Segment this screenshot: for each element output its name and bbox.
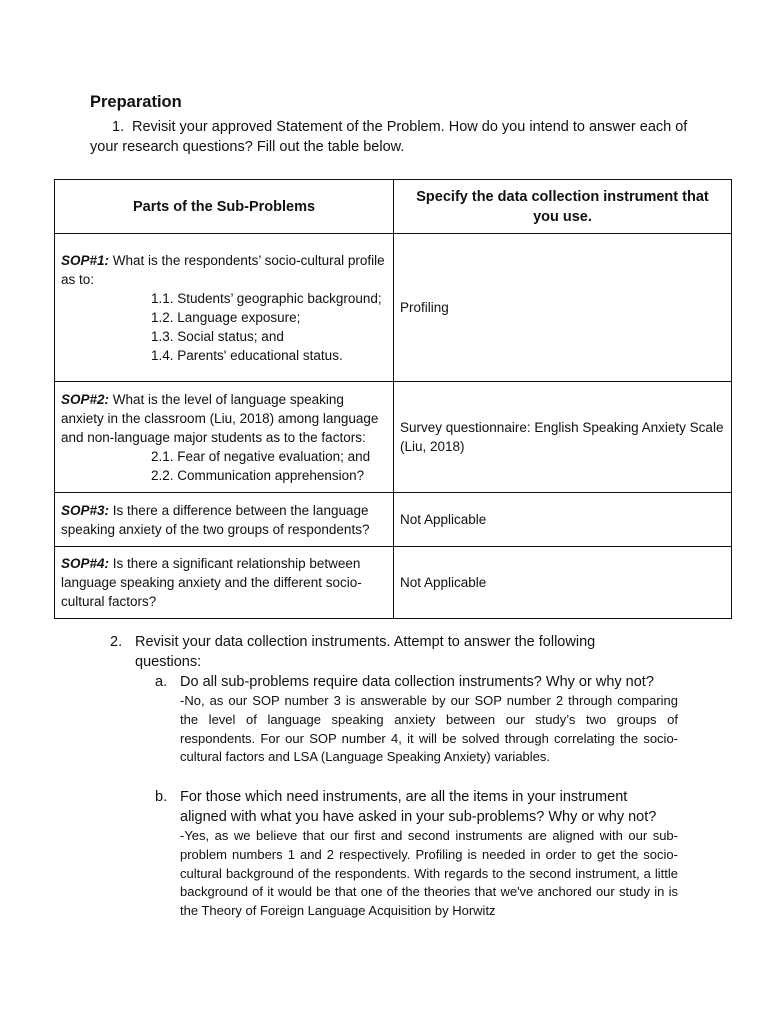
intro-number: 1. bbox=[112, 119, 125, 135]
sop-cell bbox=[55, 234, 394, 382]
sub-question-answer: -Yes, as we believe that our first and second instruments are aligned with our sub-problem numbers 1 and 2 respectively. Profiling is needed in order to get the socio-cultural background of the respondents. With regards to the second instrument, a little background of it would be that one of the theories that we've anchored our study in is the Theory of Foreign Language Acquisition by Horwitz bbox=[180, 828, 678, 919]
sub-question-letter: b. bbox=[155, 789, 168, 805]
table-row bbox=[55, 547, 732, 619]
sub-question-b bbox=[155, 787, 678, 921]
sop-cell bbox=[55, 493, 394, 547]
sop-cell bbox=[55, 382, 394, 493]
header-parts: Parts of the Sub-Problems bbox=[55, 180, 394, 234]
sub-question-text: Do all sub-problems require data collection instruments? Why or why not? bbox=[180, 674, 654, 690]
sop-id: SOP#1: bbox=[61, 252, 110, 268]
sop-subitem: 1.1. Students’ geographic background; bbox=[151, 290, 382, 306]
header-instrument: Specify the data collection instrument that you use. bbox=[394, 180, 732, 234]
sub-question-text: For those which need instruments, are all the items in your instrument aligned with what you have asked in your sub-problems? Why or why not? bbox=[180, 789, 657, 825]
instrument-cell: Profiling bbox=[394, 234, 732, 382]
instrument-cell: Survey questionnaire: English Speaking Anxiety Scale (Liu, 2018) bbox=[394, 382, 732, 493]
sop-subitem: 1.3. Social status; and bbox=[151, 328, 284, 344]
table-header-row bbox=[55, 180, 732, 234]
question-2 bbox=[110, 632, 690, 672]
sop-subitem: 1.4. Parents' educational status. bbox=[151, 347, 343, 363]
question-2-line2: questions: bbox=[135, 654, 202, 670]
table-row bbox=[55, 382, 732, 493]
sop-text: Is there a difference between the language speaking anxiety of the two groups of respondents? bbox=[61, 502, 370, 537]
section-heading: Preparation bbox=[90, 93, 182, 111]
table-row bbox=[55, 493, 732, 547]
sop-subitem: 2.1. Fear of negative evaluation; and bbox=[151, 448, 371, 464]
table-row bbox=[55, 234, 732, 382]
sub-question-answer: -No, as our SOP number 3 is answerable by our SOP number 2 through comparing the level of language speaking anxiety between our study’s two groups of respondents. For our SOP number 4, it will be solved through correlating the socio-cultural factors and LSA (Language Speaking Anxiety) variables. bbox=[180, 693, 678, 765]
sub-problems-table bbox=[54, 179, 732, 619]
sop-id: SOP#4: bbox=[61, 556, 110, 571]
sop-text: What is the respondents’ socio-cultural profile as to: bbox=[61, 252, 385, 287]
intro-text: Revisit your approved Statement of the Problem. How do you intend to answer each of your research questions? Fill out the table below. bbox=[90, 119, 688, 155]
sop-subitem: 1.2. Language exposure; bbox=[151, 309, 301, 325]
instrument-cell: Not Applicable bbox=[394, 547, 732, 619]
question-2-line1: Revisit your data collection instruments. Attempt to answer the following bbox=[135, 634, 596, 650]
question-2-number: 2. bbox=[110, 634, 123, 650]
sop-id: SOP#2: bbox=[61, 391, 110, 407]
sop-text: Is there a significant relationship between language speaking anxiety and the different socio-cultural factors? bbox=[61, 556, 362, 609]
intro-instruction bbox=[90, 117, 690, 157]
sop-id: SOP#3: bbox=[61, 502, 110, 518]
sub-question-letter: a. bbox=[155, 674, 168, 690]
sub-question-a bbox=[155, 672, 678, 767]
sop-text: What is the level of language speaking anxiety in the classroom (Liu, 2018) among language and non-language major students as to the factors: bbox=[61, 391, 379, 445]
sop-subitem: 2.2. Communication apprehension? bbox=[151, 467, 365, 483]
sop-cell bbox=[55, 547, 394, 619]
instrument-cell: Not Applicable bbox=[394, 493, 732, 547]
